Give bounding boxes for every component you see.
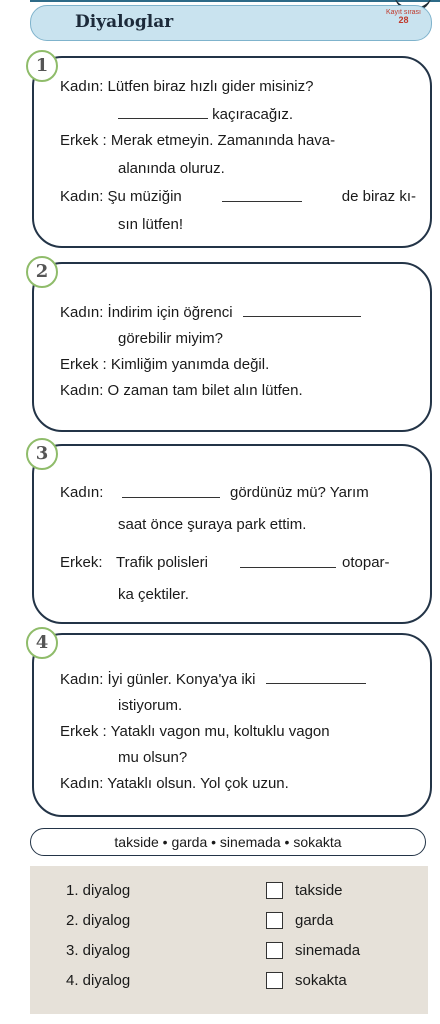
- dialog-3-line-1b: [118, 516, 306, 533]
- option-label: sokakta: [295, 972, 347, 989]
- checkbox[interactable]: [266, 972, 283, 989]
- speaker-label: Erkek :: [60, 132, 107, 149]
- match-option-sinemada: [266, 942, 360, 959]
- dialog-3-line-2b: [118, 586, 189, 603]
- speaker-label: Erkek:: [60, 554, 103, 571]
- dialog-text: Yataklı vagon mu, koltuklu vagon: [110, 723, 330, 740]
- dialog-text: alanında oluruz.: [118, 160, 225, 177]
- record-number: 28: [398, 15, 409, 26]
- dialog-text: mu olsun?: [118, 749, 188, 766]
- dialog-card-1: [32, 56, 432, 248]
- matching-panel: [30, 866, 428, 1014]
- dialog-text: görebilir miyim?: [118, 330, 224, 347]
- speaker-label: Erkek :: [60, 723, 107, 740]
- checkbox[interactable]: [266, 882, 283, 899]
- dialog-text: saat önce şuraya park ettim.: [118, 516, 307, 533]
- dialog-text: Şu müziğin: [107, 188, 182, 205]
- dialog-number-2: 2: [26, 256, 58, 288]
- dialog-card-2: [32, 262, 432, 432]
- speaker-label: Kadın:: [60, 671, 104, 688]
- checkbox[interactable]: [266, 942, 283, 959]
- dialog-2-line-1: [60, 304, 361, 321]
- speaker-label: Kadın:: [60, 484, 104, 501]
- answer-blank[interactable]: [243, 315, 361, 317]
- dialog-text: Trafik polisleri: [116, 554, 208, 571]
- speaker-label: Kadın:: [60, 188, 104, 205]
- match-option-takside: [266, 882, 343, 899]
- dialog-4-line-2: [60, 723, 330, 740]
- answer-blank[interactable]: [122, 496, 220, 498]
- dialog-4-line-1b: [118, 697, 182, 714]
- dialog-1-line-2: [60, 132, 335, 149]
- dialog-text: İyi günler. Konya'ya iki: [107, 671, 256, 688]
- record-label: Kayıt sırası: [385, 9, 421, 16]
- dialog-text: kaçıracağız.: [212, 106, 294, 123]
- dialog-text: Yataklı olsun. Yol çok uzun.: [107, 775, 289, 792]
- dialog-text: gördünüz mü? Yarım: [230, 484, 369, 501]
- page-title: Diyaloglar: [75, 12, 174, 32]
- dialog-text: O zaman tam bilet alın lütfen.: [107, 382, 303, 399]
- dialog-4-line-3: [60, 775, 289, 792]
- match-item-1: 1. diyalog: [66, 882, 131, 899]
- option-label: sinemada: [295, 942, 361, 959]
- dialog-text: Lütfen biraz hızlı gider misiniz?: [107, 78, 314, 95]
- answer-blank[interactable]: [240, 566, 336, 568]
- dialog-text: İndirim için öğrenci: [107, 304, 233, 321]
- dialog-1-line-3b: [118, 216, 183, 233]
- dialog-text: Kimliğim yanımda değil.: [110, 356, 270, 373]
- dialog-2-line-1b: [118, 330, 223, 347]
- match-item-3: 3. diyalog: [66, 942, 131, 959]
- word-bank: takside • garda • sinemada • sokakta: [30, 828, 426, 856]
- dialog-number-4: 4: [26, 627, 58, 659]
- speaker-label: Kadın:: [60, 78, 104, 95]
- checkbox[interactable]: [266, 912, 283, 929]
- match-option-garda: [266, 912, 333, 929]
- section-header: [30, 5, 432, 41]
- dialog-4-line-1: [60, 671, 366, 688]
- dialog-text: ka çektiler.: [118, 586, 189, 603]
- top-rule: [30, 0, 440, 2]
- dialog-number-3: 3: [26, 438, 58, 470]
- dialog-text: de biraz kı-: [341, 188, 416, 205]
- dialog-card-3: [32, 444, 432, 624]
- dialog-number-1: 1: [26, 50, 58, 82]
- answer-blank[interactable]: [118, 117, 208, 119]
- speaker-label: Erkek :: [60, 356, 107, 373]
- speaker-label: Kadın:: [60, 304, 104, 321]
- dialog-2-line-3: [60, 382, 303, 399]
- dialog-1-line-2b: [118, 160, 225, 177]
- match-item-2: 2. diyalog: [66, 912, 131, 929]
- dialog-text: otopar-: [342, 554, 390, 571]
- dialog-card-4: [32, 633, 432, 817]
- speaker-label: Kadın:: [60, 775, 104, 792]
- answer-blank[interactable]: [266, 682, 366, 684]
- match-item-4: 4. diyalog: [66, 972, 131, 989]
- dialog-3-line-1: [60, 484, 416, 501]
- answer-blank[interactable]: [222, 200, 302, 202]
- dialog-text: Merak etmeyin. Zamanında hava-: [110, 132, 336, 149]
- match-option-sokakta: [266, 972, 347, 989]
- dialog-3-line-2: [60, 554, 416, 571]
- dialog-text: sın lütfen!: [118, 216, 184, 233]
- option-label: takside: [295, 882, 343, 899]
- dialog-text: istiyorum.: [118, 697, 183, 714]
- dialog-2-line-2: [60, 356, 269, 373]
- option-label: garda: [295, 912, 334, 929]
- dialog-1-line-1b: [118, 106, 293, 123]
- dialog-4-line-2b: [118, 749, 187, 766]
- speaker-label: Kadın:: [60, 382, 104, 399]
- dialog-1-line-3: [60, 188, 416, 205]
- dialog-1-line-1: [60, 78, 313, 95]
- record-badge: [386, 9, 421, 26]
